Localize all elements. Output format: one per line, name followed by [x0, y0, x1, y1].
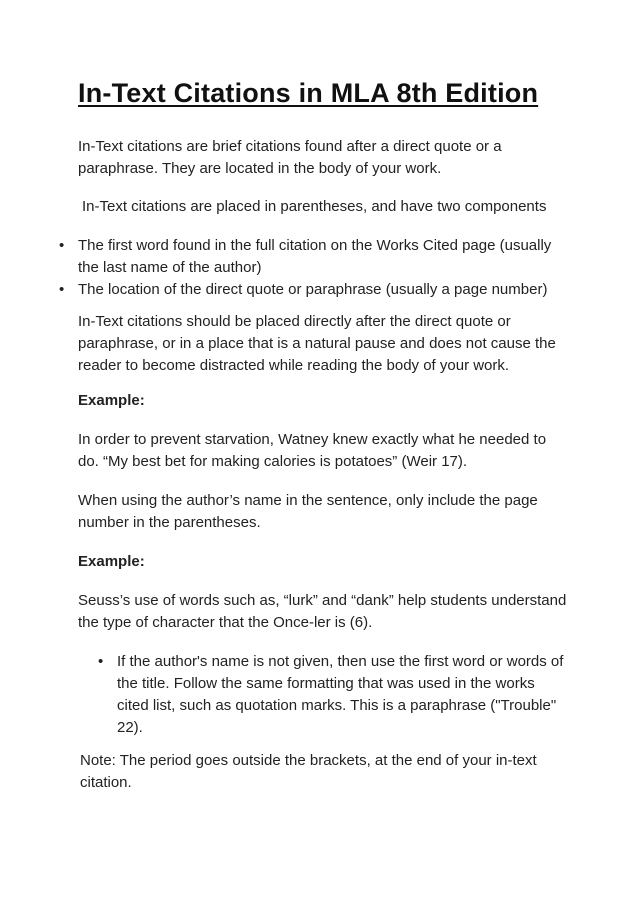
- example-heading: Example:: [78, 392, 145, 409]
- author-name-paragraph: When using the author’s name in the sentence, only include the page number in the parentheses.: [78, 492, 538, 531]
- bullet-icon: •: [59, 237, 65, 254]
- no-author-list: [0, 651, 565, 739]
- note-paragraph: Note: The period goes outside the brackets, at the end of your in-text citation.: [80, 752, 537, 791]
- list-item-text: If the author's name is not given, then use the first word or words of the title. Follow the same formatting that was used in the works cited list, such as quotation marks. This is a paraphrase ("Trouble" 22).: [117, 653, 564, 736]
- list-item-text: The location of the direct quote or paraphrase (usually a page number): [78, 281, 548, 298]
- list-item-text: The first word found in the full citation on the Works Cited page (usually the last name of the author): [78, 237, 552, 276]
- example-paragraph: Seuss’s use of words such as, “lurk” and “dank” help students understand the type of character that the Once-ler is (6).: [78, 592, 567, 631]
- components-list: [0, 235, 568, 301]
- example-paragraph: In order to prevent starvation, Watney knew exactly what he needed to do. “My best bet for making calories is potatoes” (Weir 17).: [78, 431, 547, 470]
- page-title: In-Text Citations in MLA 8th Edition: [78, 78, 539, 108]
- example-heading: Example:: [78, 553, 145, 570]
- intro-paragraph: In-Text citations are brief citations found after a direct quote or a paraphrase. They are located in the body of your work.: [78, 138, 502, 177]
- list-item: [0, 651, 565, 739]
- bullet-icon: •: [98, 653, 104, 670]
- list-item: [0, 279, 568, 301]
- components-paragraph: In-Text citations are placed in parentheses, and have two components: [82, 198, 547, 215]
- list-item: [0, 235, 568, 279]
- placement-paragraph: In-Text citations should be placed directly after the direct quote or paraphrase, or in a place that is a natural pause and does not cause the reader to become distracted while reading the body of your work.: [78, 313, 556, 374]
- bullet-icon: •: [59, 281, 65, 298]
